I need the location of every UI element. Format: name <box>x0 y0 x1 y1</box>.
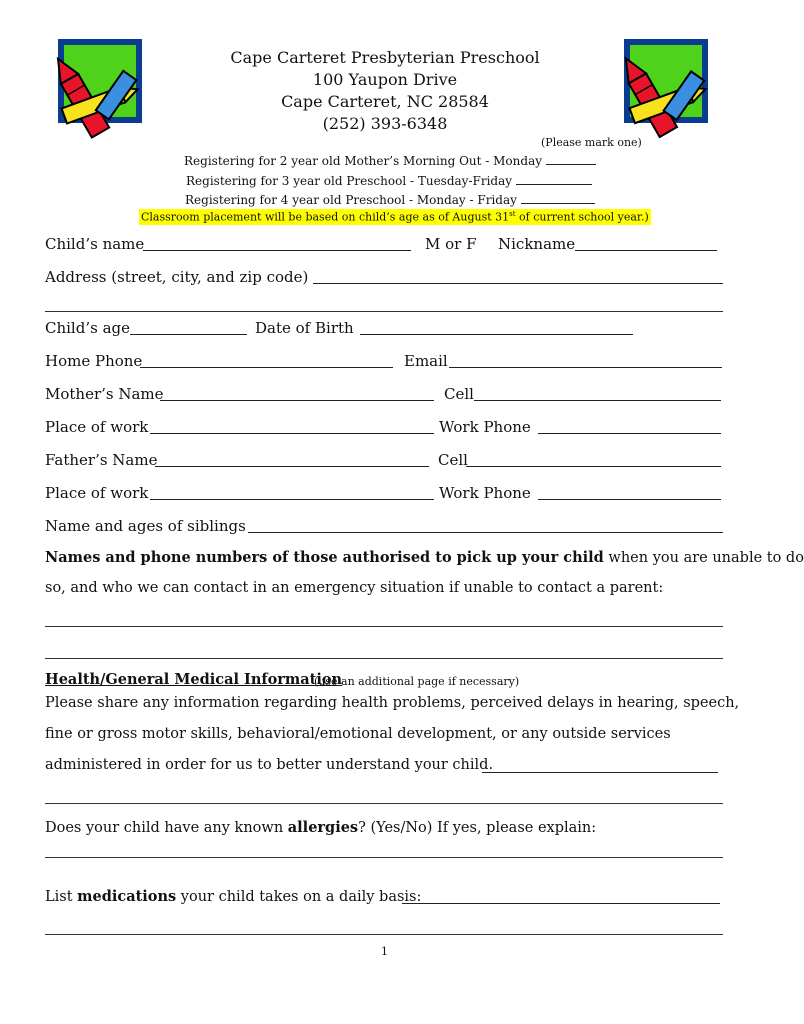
medications-question <box>45 888 421 905</box>
childs-name-label: Child’s name <box>45 235 145 253</box>
school-name: Cape Carteret Presbyterian Preschool <box>230 48 540 67</box>
siblings-label: Name and ages of siblings <box>45 517 246 535</box>
health-note: (use an additional page if necessary) <box>314 675 520 688</box>
health-field-line[interactable] <box>45 803 723 804</box>
nickname-label: Nickname <box>498 235 576 253</box>
father-work-phone-label: Work Phone <box>439 484 531 502</box>
address-field-line2[interactable] <box>45 311 723 312</box>
register-option-4yr-label: Registering for 4 year old Preschool - Monday - Friday <box>185 193 517 207</box>
nickname-field[interactable] <box>575 237 717 251</box>
allergies-text-end: ? (Yes/No) If yes, please explain: <box>358 820 597 836</box>
email-field[interactable] <box>449 354 722 368</box>
father-work-label: Place of work <box>45 484 149 502</box>
register-option-3yr-label: Registering for 3 year old Preschool - Tuesday-Friday <box>186 174 513 188</box>
dob-label: Date of Birth <box>255 319 354 337</box>
siblings-field[interactable] <box>248 519 723 533</box>
allergies-field-line[interactable] <box>45 857 723 858</box>
crayons-logo-left <box>40 33 150 143</box>
pickup-field-line2[interactable] <box>45 658 723 659</box>
register-option-2yr[interactable] <box>184 151 596 168</box>
dob-field[interactable] <box>360 321 633 335</box>
gender-label[interactable]: M or F <box>425 235 477 253</box>
medications-keyword: medications <box>77 888 177 905</box>
home-phone-label: Home Phone <box>45 352 143 370</box>
father-cell-label: Cell <box>438 451 468 469</box>
school-phone: (252) 393-6348 <box>322 114 448 133</box>
fathers-name-label: Father’s Name <box>45 451 158 469</box>
page-number: 1 <box>381 945 388 958</box>
mother-cell-label: Cell <box>444 385 474 403</box>
allergies-question <box>45 819 596 836</box>
health-text-line1: Please share any information regarding health problems, perceived delays in hearing, speech, <box>45 695 740 711</box>
pickup-instructions <box>45 549 804 566</box>
register-option-4yr[interactable] <box>185 190 595 207</box>
placement-note <box>139 209 651 225</box>
register-2yr-mark[interactable] <box>546 151 596 165</box>
childs-age-label: Child’s age <box>45 319 130 337</box>
medications-field-inline[interactable] <box>402 890 720 904</box>
mother-work-phone-field[interactable] <box>538 420 721 434</box>
register-option-3yr[interactable] <box>186 171 592 188</box>
placement-note-sup: st <box>509 210 516 218</box>
mother-work-label: Place of work <box>45 418 149 436</box>
medications-text-end: your child takes on a daily basis: <box>176 889 422 905</box>
health-field-inline[interactable] <box>482 759 718 773</box>
health-text-line3: administered in order for us to better understand your child. <box>45 757 494 773</box>
mother-cell-field[interactable] <box>474 387 721 401</box>
medications-field-line[interactable] <box>45 934 723 935</box>
fathers-name-field[interactable] <box>155 453 429 467</box>
father-work-phone-field[interactable] <box>538 486 721 500</box>
placement-note-end: of current school year.) <box>515 210 649 224</box>
father-work-field[interactable] <box>150 486 434 500</box>
childs-age-field[interactable] <box>130 321 247 335</box>
crayons-logo-right <box>612 33 722 143</box>
address-label: Address (street, city, and zip code) <box>45 268 309 286</box>
pickup-instructions-line2: so, and who we can contact in an emergency situation if unable to contact a parent: <box>45 580 664 596</box>
address-field[interactable] <box>313 270 723 284</box>
mother-work-phone-label: Work Phone <box>439 418 531 436</box>
register-option-2yr-label: Registering for 2 year old Mother’s Morning Out - Monday <box>184 154 543 168</box>
health-text-line2: fine or gross motor skills, behavioral/emotional development, or any outside services <box>45 726 671 742</box>
email-label: Email <box>404 352 448 370</box>
health-heading: Health/General Medical Information <box>45 671 343 688</box>
mark-one-note: (Please mark one) <box>541 136 642 149</box>
childs-name-field[interactable] <box>143 237 411 251</box>
allergies-text: Does your child have any known <box>45 820 288 836</box>
medications-text: List <box>45 889 78 905</box>
home-phone-field[interactable] <box>140 354 393 368</box>
father-cell-field[interactable] <box>466 453 721 467</box>
allergies-keyword: allergies <box>287 819 359 836</box>
school-city: Cape Carteret, NC 28584 <box>281 92 489 111</box>
mothers-name-label: Mother’s Name <box>45 385 164 403</box>
register-3yr-mark[interactable] <box>516 171 592 185</box>
pickup-field-line1[interactable] <box>45 626 723 627</box>
mother-work-field[interactable] <box>150 420 434 434</box>
school-address: 100 Yaupon Drive <box>312 70 458 89</box>
placement-note-text: Classroom placement will be based on child’s age as of August 31 <box>141 210 510 224</box>
pickup-heading: Names and phone numbers of those authorised to pick up your child <box>45 549 604 566</box>
register-4yr-mark[interactable] <box>521 190 595 204</box>
mothers-name-field[interactable] <box>160 387 434 401</box>
pickup-text: when you are unable to do <box>603 550 804 566</box>
